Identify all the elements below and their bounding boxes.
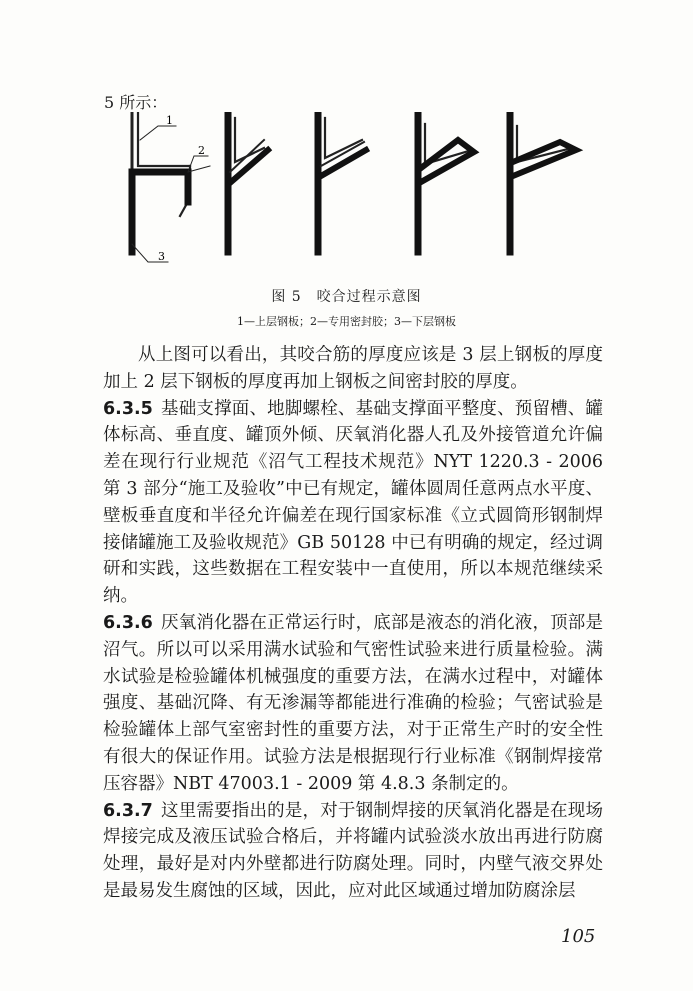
paragraph <box>103 342 603 396</box>
section-number: 6.3.7 <box>103 800 153 821</box>
page-number: 105 <box>561 926 596 947</box>
paragraph-text: 厌氧消化器在正常运行时，底部是液态的消化液，顶部是沼气。所以可以采用满水试验和气密性试验来进行质量检验。满水试验是检验罐体机械强度的重要方法，在满水过程中，对罐体强度、基础沉降、有无渗漏等都能进行准确的检验；气密试验是检验罐体上部气室密封性的重要方法，对于正常生产时的安全性有很大的保证作用。试验方法是根据现行行业标准《钢制焊接常压容器》NBT 47003.1 - 2009 第 4.8.3 条制定的。 <box>103 612 603 794</box>
callout-3: 3 <box>158 250 165 263</box>
section-number: 6.3.5 <box>103 398 153 419</box>
callout-2: 2 <box>198 144 205 157</box>
paragraph-6-3-5 <box>103 396 603 610</box>
paragraph-text: 从上图可以看出，其咬合筋的厚度应该是 3 层上钢板的厚度加上 2 层下钢板的厚度再加上钢板之间密封胶的厚度。 <box>103 345 603 392</box>
paragraph-text: 这里需要指出的是，对于钢制焊接的厌氧消化器是在现场焊接完成及液压试验合格后，并将罐内试验淡水放出再进行防腐处理，最好是对内外壁都进行防腐处理。同时，内壁气液交界处是最易发生腐蚀的区域，因此，应对此区域通过增加防腐涂层 <box>103 800 603 901</box>
stage-1 <box>132 112 190 252</box>
body-text <box>103 342 603 905</box>
figure-caption-title: 图 5 咬合过程示意图 <box>271 289 422 305</box>
stage-4 <box>418 112 474 252</box>
stage-3 <box>318 112 366 252</box>
figure-caption-legend: 1—上层钢板；2—专用密封胶；3—下层钢板 <box>237 315 456 328</box>
intro-text: 5 所示： <box>104 93 168 112</box>
paragraph-6-3-6 <box>103 610 603 798</box>
stage-5 <box>510 112 576 252</box>
stage-2 <box>228 112 268 252</box>
paragraph-6-3-7 <box>103 798 603 905</box>
callout-1: 1 <box>166 114 173 127</box>
section-number: 6.3.6 <box>103 612 153 633</box>
seam-bending-diagram <box>118 112 588 277</box>
paragraph-text: 基础支撑面、地脚螺栓、基础支撑面平整度、预留槽、罐体标高、垂直度、罐顶外倾、厌氧消化器人孔及外接管道允许偏差在现行行业规范《沼气工程技术规范》NYT 1220.3 - 2006 第 3 部分“施工及验收”中已有规定，罐体圆周任意两点水平度、壁板垂直度和半径允许偏差在现行国家标准《立式圆筒形钢制焊接储罐施工及验收规范》GB 50128 中已有明确的规定，经过调研和实践，这些数据在工程安装中一直使用，所以本规范继续采纳。 <box>103 398 603 607</box>
